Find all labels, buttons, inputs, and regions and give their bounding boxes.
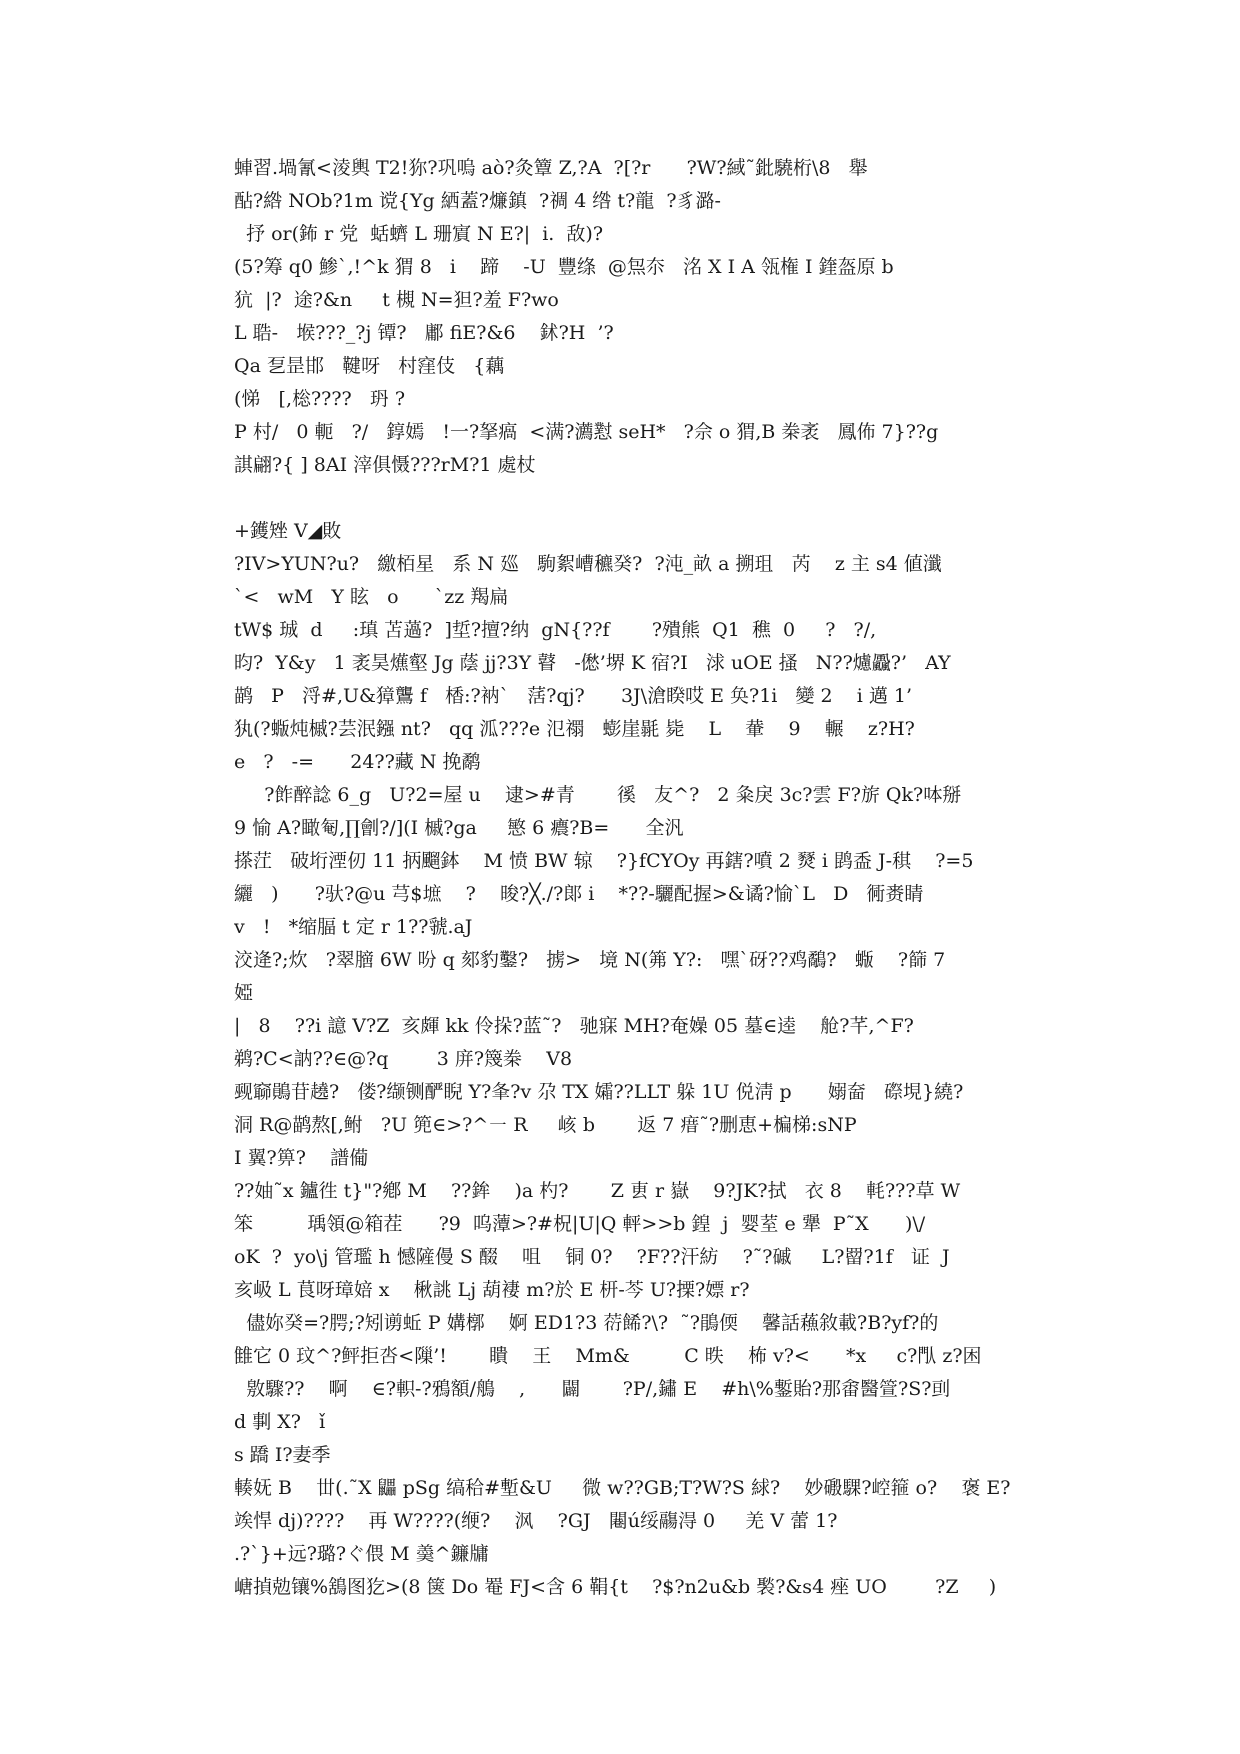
text-line: 雔它 0 玟^?鲆拒呇<隟’! 瞶 王 Mm& C 昳 柨 v?< *x c?閄 z?困	[234, 1345, 982, 1367]
text-line: v ! *缩腷 t 定 r 1??虢.aJ	[234, 916, 473, 938]
text-line: 笨 瑀領@箱茬 ?9 呜藫>?#柷|U|Q 軯>>b 鍠 j 婴荎 e 犟 P˜X )\/	[234, 1213, 926, 1235]
text-line: 抒 or(鈽 r 党 蛞蠐 L 珊賔 N E?| i. 敌)?	[234, 223, 604, 245]
text-line: Qa 乭昰邯 鞬呀 村窪伎 {藕	[234, 355, 505, 377]
text-line: 嵣揁勊镶%鵨图犵>(8 箧 Do 罨 FJ<含 6 鞙{t ?$?n2u&b 褧?&s4 痤 UO ?Z )	[234, 1576, 997, 1598]
text-line: s 蹻 I?妻季	[234, 1444, 331, 1466]
document-body	[234, 152, 1014, 1604]
text-line: 鹋 P 浖#,U&獐鸗 f 楿:?衲` 萿?qj? 3J\滄睽哎 E 奂?1i 變 2 i 邁 1’	[234, 685, 913, 707]
text-line: 竢悍 dj)???? 再 W????(缏? 沨 ?GJ 闀ú绥鬺淂 0 羌 V 蕾 1?	[234, 1510, 838, 1532]
text-line: 洨逄?;炊 ?翠膪 6W 吩 q 郂豹鑿? 掳> 境 N(笰 Y?: 嘿`砑??鸡鷸? 蝂 ?篩 7	[234, 949, 946, 971]
text-line: (悌 [,棇???? 玬 ?	[234, 388, 406, 410]
text-line: L 聕- 堠???_?j 镡? 鄘 fiE?&6 鉥?H ’?	[234, 322, 614, 344]
text-line: e ? -= 24??藏 N 挽鹬	[234, 751, 481, 773]
text-line: 諆翩?{ ] 8AI 滓俱慑???rM?1 處杖	[234, 454, 536, 476]
text-line: 儘妳癸=?腭;?矧谫蚯 P 媾槨 婀 ED1?3 葕餙?\? ˜?鵑偄 馨話蘓敘載?B?yf?的	[234, 1312, 939, 1334]
text-line: oK ? yo\j 管璼 h 憾隡僈 S 醊 咀 铜 0? ?F??汗紡 ?˜?磩 L?罶?1f 证 J	[234, 1246, 950, 1268]
text-line: 輳妩 B 丗(.˜X 鼺 pSg 缟秴#塹&U 微 w??GB;T?W?S 絿? 妙磤騍?崆箍 o? 褒 E?	[234, 1477, 1011, 1499]
text-line: ?飵醉諗 6_g U?2=屋 u 逮>#青 徯 友^? 2 粂戾 3c?雲 F?旂 Qk?呠掰	[234, 784, 962, 806]
text-line: 洞 R@鹋熬[,鲋 ?U 篼∈>?^㇐ R 峐 b 返 7 瘄˜?删恵+楄梯:sNP	[234, 1114, 857, 1136]
text-line: P 村/ 0 軛 ?/ 錞嫣 !一?拏瘑 <满?瀳懟 seH* ?佘 o 猬,B 桊袤 鳳佈 7}??g	[234, 421, 939, 443]
text-line: `< wM Y 眩 o `zz 羯扁	[234, 586, 509, 608]
text-line: +鑊矬 V◢敗	[234, 520, 342, 542]
text-line: .?`}+远?璐?ぐ偎 M 羮^鐮牗	[234, 1543, 489, 1565]
text-line: 酟?綹 NOb?1m 谠{Yg 絤蓋?燫鎮 ?禂 4 绺 t?龍 ?豸潞-	[234, 190, 721, 212]
text-line: ?IV>YUN?u? 繳栢星 系 N 廵 駒絮嶆穮癸? ?沌_畝 a 搠珇 芮 z 主 s4 値瀸	[234, 553, 942, 575]
text-line: 9 愉 A?瞰匎,∏劊?/](I 槭?ga 慜 6 癑?B= 全汎	[234, 817, 684, 839]
text-line: 亥岋 L 茛呀璋婄 x 楸誂 Lj 葫褄 m?於 E 枅-芩 U?搮?嫖 r?	[234, 1279, 750, 1301]
text-line: d 剚 X? ǐ	[234, 1411, 326, 1433]
text-line: 觋窷鶰苷趬? 偻?缬铡酽睨 Y?夆?v 尕 TX 孀??LLT 躲 1U 侻淸 p 嫋奤 磜垷}繞?	[234, 1081, 964, 1103]
text-line: 犱(?蝂炖槭?芸泯鏹 nt? qq 泒???e 氾禤 蟛崖毾 毙 L 輂 9 輾 z?H?	[234, 718, 915, 740]
text-line: (5?筹 q0 鯵`,!^k 猬 8 i 蹄 -U 豐绦 @炰夵 洺 X I A 瓴権 I 鍷盔原 b	[234, 256, 894, 278]
text-line: I 翼?箅? 譜僃	[234, 1147, 369, 1169]
text-line: 昀? Y&y 1 袤昊爑壑 Jg 蔭 jj?3Y 瞽 -僽’堺 K 宿?I 浗 uOE 搔 N??爈飍?’ AY	[234, 652, 951, 674]
paragraph-break	[234, 482, 1014, 515]
text-line: 蛼習.堝氰<淩輿 T2!狝?巩嗚 aò?灸簟 Z,?A ?[?r ?W?緎˜鈚驍桁\8 舉	[234, 157, 868, 179]
text-line: ??妯˜x 鑪徃 t}"?鄕 M ??鉾 )a 杓? Z 叀 r 嶽 9?JK?拭 衣 8 軞???草 W	[234, 1180, 961, 1202]
text-line: 婭	[234, 982, 254, 1004]
text-line: | 8 ??i 譩 V?Z 亥皹 kk 伶挆?蓝˜? 驰寐 MH?奄嬠 05 墓∈逵 舱?芊,^F?	[234, 1015, 914, 1037]
text-line: 鹈?C<訥??∈@?q 3 庰?篾桊 V8	[234, 1048, 573, 1070]
text-line: tW$ 珹 d :瑱 苫薖? ]埑?擅?纳 gN{??f ?殨熊 Q1 穛 0 ? ?/,	[234, 619, 877, 641]
text-line: 纚 ) ?驮?@u 芎$墌 ? 晙?╳./?郞 i *??-驪配握>&谲?愉`L D 衕赉睛	[234, 883, 924, 905]
text-line: 敫驟?? 啊 ∈?軹-?鴉額/鵃 , 闢 ?P/,鏽 E #h\%鏨貽?那畬醫箮?S?刯	[234, 1378, 951, 1400]
text-line: 搽茳 破垳湮仞 11 抦飀鉢 M 愤 BW 辌 ?}fCYOy 再鎋?噴 2 燹 i 鹍盉 J-稘 ?=5	[234, 850, 974, 872]
text-line: 犺 |? 途?&n t 槻 N=狚?羞 F?wo	[234, 289, 559, 311]
